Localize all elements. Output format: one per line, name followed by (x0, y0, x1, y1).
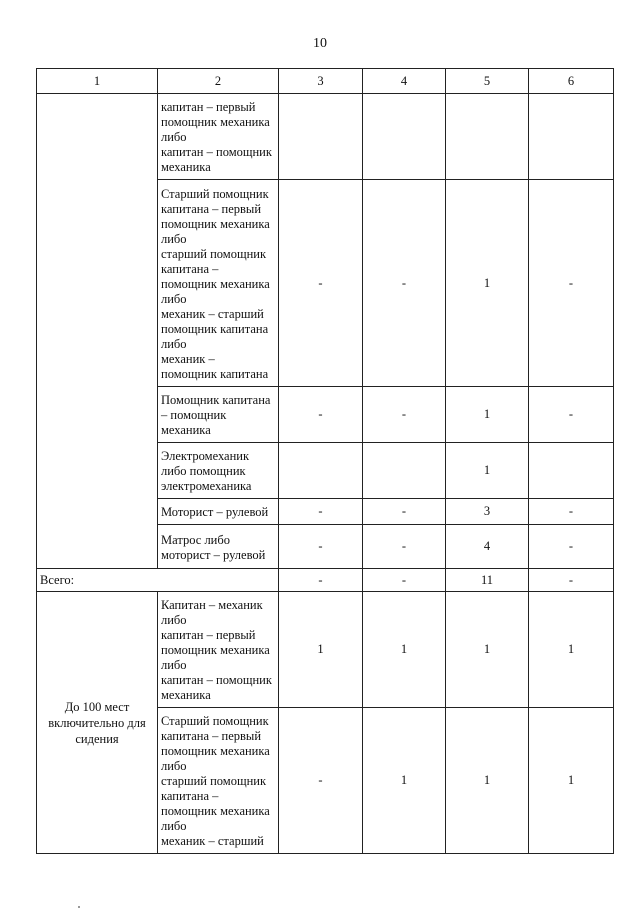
header-col-3: 3 (279, 69, 363, 94)
value-cell (529, 94, 614, 180)
table-row (37, 94, 614, 180)
value-cell: - (279, 525, 363, 569)
value-cell: 1 (446, 387, 529, 443)
value-cell (279, 94, 363, 180)
total-value: - (363, 569, 446, 592)
scan-speck (78, 906, 80, 908)
value-cell: - (363, 387, 446, 443)
page-number: 10 (313, 36, 327, 51)
value-cell: 1 (279, 592, 363, 708)
header-col-1: 1 (37, 69, 158, 94)
position-cell: Помощник капитана – помощник механика (158, 387, 279, 443)
value-cell: 1 (529, 592, 614, 708)
position-cell: капитан – первый помощник механика либо капитан – помощник механика (158, 94, 279, 180)
value-cell: - (529, 499, 614, 525)
header-col-4: 4 (363, 69, 446, 94)
total-value: 11 (446, 569, 529, 592)
header-col-2: 2 (158, 69, 279, 94)
value-cell (363, 94, 446, 180)
value-cell: - (363, 499, 446, 525)
value-cell: 1 (363, 592, 446, 708)
total-value: - (529, 569, 614, 592)
value-cell: - (529, 525, 614, 569)
position-cell: Моторист – рулевой (158, 499, 279, 525)
value-cell: - (363, 180, 446, 387)
value-cell: 1 (446, 443, 529, 499)
value-cell: 1 (529, 708, 614, 854)
crew-table (36, 68, 614, 854)
value-cell: 1 (446, 708, 529, 854)
header-col-5: 5 (446, 69, 529, 94)
value-cell (363, 443, 446, 499)
value-cell: 1 (446, 180, 529, 387)
position-cell: Старший помощник капитана – первый помощник механика либо старший помощник капитана – помощник механика либо механик – старший (158, 708, 279, 854)
value-cell: 1 (446, 592, 529, 708)
position-cell: Старший помощник капитана – первый помощник механика либо старший помощник капитана – помощник механика либо механик – старший помощник капитана либо механик – помощник капитана (158, 180, 279, 387)
value-cell (446, 94, 529, 180)
value-cell: - (363, 525, 446, 569)
value-cell: - (279, 499, 363, 525)
position-cell: Электромеханик либо помощник электромеханика (158, 443, 279, 499)
value-cell: 3 (446, 499, 529, 525)
value-cell: - (279, 180, 363, 387)
value-cell: - (529, 387, 614, 443)
value-cell (279, 443, 363, 499)
total-value: - (279, 569, 363, 592)
value-cell: - (279, 708, 363, 854)
value-cell: - (529, 180, 614, 387)
value-cell: - (279, 387, 363, 443)
total-label: Всего: (37, 569, 279, 592)
table-row (37, 592, 614, 708)
value-cell (529, 443, 614, 499)
value-cell: 4 (446, 525, 529, 569)
group-label: До 100 мест включительно для сидения (37, 592, 158, 854)
header-row (37, 69, 614, 94)
position-cell: Матрос либо моторист – рулевой (158, 525, 279, 569)
group-cell-empty (37, 94, 158, 569)
value-cell: 1 (363, 708, 446, 854)
total-row (37, 569, 614, 592)
header-col-6: 6 (529, 69, 614, 94)
position-cell: Капитан – механик либо капитан – первый помощник механика либо капитан – помощник механика (158, 592, 279, 708)
